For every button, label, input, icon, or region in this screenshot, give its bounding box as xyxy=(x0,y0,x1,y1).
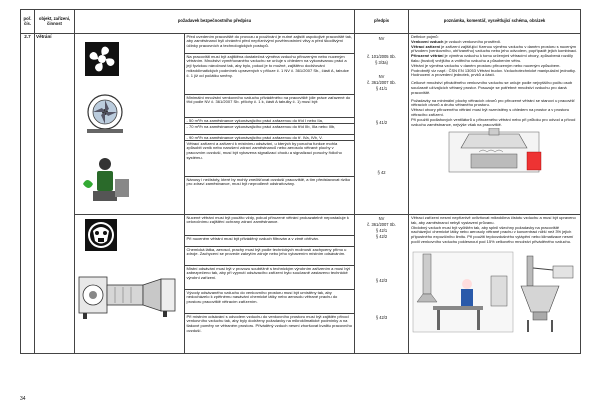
fan-icon xyxy=(85,42,119,76)
row-number: 2.7 xyxy=(21,34,35,354)
regulation-ref: č. 361/2007 Sb. xyxy=(367,222,396,227)
worker-illustration xyxy=(83,158,129,201)
air-handling-unit-illustration xyxy=(79,277,175,319)
regulation-ref: NV xyxy=(378,216,385,221)
requirement-text: Nánosy i nečistoty, které by mohly znečišťovat ovzduší pracoviště, a tím představovat riziko pro zdraví zaměstnance, musí být neprodleně odstraňovány. xyxy=(186,177,351,187)
requirement-text: Minimální množství venkovního vzduchu přiváděného na pracoviště (dle práce zařazené do tříd podle NV č. 361/2007 Sb. přílohy č. 1 k, části A tabulky č. 1) musí být: xyxy=(185,95,354,118)
table-header-row xyxy=(21,10,581,34)
image-cell-a xyxy=(75,34,185,215)
regulation-ref: § 42/2 xyxy=(375,234,388,239)
requirement-text: Nucené větrání musí být použito vždy, pokud přirozené větrání prokazatelně nepostačuje k celoročnímu zajištění ochrany zdraví zaměstnance. xyxy=(185,215,354,236)
regulation-ref: NV xyxy=(378,36,385,41)
regulation-ref: § 42/1 xyxy=(375,228,388,233)
regulation-ref: § 41/1 xyxy=(375,86,388,91)
regulation-ref: § 3/3a) xyxy=(375,60,388,65)
header-note: poznámka, komentář, vysvětlující schéma, obrázek xyxy=(409,10,581,34)
note-line-1: Venkovní vzduch je vzduch venkovního prostředí. xyxy=(411,38,502,44)
requirement-text: Při nuceném větrání musí být přiváděný vzduch filtrován a v zimě ohříván. xyxy=(185,236,354,247)
header-num: poř. čís. xyxy=(21,10,35,34)
respirator-icon xyxy=(85,219,117,251)
requirement-text: Vývody odsávaného vzduchu do venkovního prostoru musí být umístěny tak, aby nedocházelo k zpětnému nasávání chemické látky nebo aerosolu větrané prachu do prostoru pracoviště větracím zařízením. xyxy=(185,290,354,314)
regulations-a xyxy=(355,34,409,215)
requirement-text: Na pracovišti musí být zajištěna dostatečná výměna vzduchu přirozeným nebo nuceným větráním. Množství vyměňovaného vzduchu se určuje s ohledem na vykonávanou práci a její fyzickou náročnost tak, aby bylo, pokud je to možné, zajištěno dodržování mikroklimatických podmínek upravených v příloze č. 1 NV č. 361/2007 Sb., části A, tabulce č. 1 již od počátku směny. xyxy=(185,54,354,95)
notes-b xyxy=(409,215,581,354)
requirements-table xyxy=(20,9,581,354)
requirement-text: Větrací zařízení a zařízení k místnímu odsávání, u kterých by porucha funkce mohla způsobit vznik nebo narušení zdraví zaměstnanců nebo aerosolu větrané plochy v pracovním ovzduší, musí být vybavena signalizací chodu a signalizací poruchy řídicího systému. xyxy=(185,141,354,177)
note-line-2: Větrací zařízení je zařízení zajišťující řízenou výměnu vzduchu v daném prostoru s nuceným přívodem (venkovního, ohřívaného) vzduchu nebo jeho odvodem, popřípadě jejich kombinací. xyxy=(411,43,578,54)
note-line-6: Celkové množství přiváděného venkovního vzduchu se určuje podle nejvyššího počtu osob současně užívajících větraný prostor. Posuzuje se potřebné množství vzduchu pro daná pracoviště. xyxy=(411,80,573,95)
note-line-b1: Obdobný vzduch musí být vyčištěn tak, aby splnil všechny požadavky na pracoviště nacházející chemické látky nebo aerosoly větrané prachu v koncentraci nižší než 3% jejich přípustného expozičního limitu. Při použití teplovzdušného vytápění nebo klimatizace nesmí podíl venkovního vzduchu poklesnout pod 15% celkového množství přiváděného vzduchu. xyxy=(411,224,574,244)
note-line-5: Podrobněji viz např.: ČSN EN 13053 Větrání budov. Vzduchotechnické manipulační jednotky. Hodnocení a provedení jednotek, prvků a částí. xyxy=(411,67,576,78)
ventilation-fan-illustration xyxy=(87,95,123,133)
table-row xyxy=(21,34,581,215)
regulations-b xyxy=(355,215,409,354)
note-line-4: Větrání je výměna vzduchu v daném prostoru přirozeným nebo nuceným způsobem. xyxy=(411,62,561,68)
requirement-text: Chemická látka, aerosol, prachy musí být podle technických možností zachyceny přímo u zdroje. Zachycení se provede zakrytím zdroje nebo jeho vybavením místním odsáváním. xyxy=(185,247,354,266)
row-object: Větrání xyxy=(35,34,75,354)
regulation-ref: § 42/3 xyxy=(375,315,388,320)
page-number: 34 xyxy=(20,396,26,402)
regulation-ref: NV xyxy=(378,74,385,79)
notes-a xyxy=(409,34,581,215)
requirement-text: Při místním odsávání s odvodem vzduchu do venkovního prostoru musí být zajištěn přívod venkovního vzduchu tak, aby byly dodrženy požadavky na mikroklimatické podmínky a na tlakové poměry ve větraném prostoru. Přiváděný vzduch nesmí zhoršovat kvalitu pracovního ovzduší. xyxy=(186,314,353,333)
requirements-b xyxy=(185,215,355,354)
note-line-3: Přirozené větrání je výměna vzduchu k tomu určenými větracími otvory, způsobená rozdíly tlaku (hustot) vnějšího a vnitřního vzduchu a působením větru. xyxy=(411,53,574,63)
image-cell-b xyxy=(75,215,185,354)
header-regulation: předpis xyxy=(355,10,409,34)
header-requirement: požadavek bezpečnostního předpisu xyxy=(75,10,355,34)
requirement-text: - 50 m³/h na zaměstnance vykonávajícího práci zařazenou do tříd I nebo IIa, xyxy=(185,118,354,124)
local-exhaust-diagram xyxy=(409,246,581,336)
requirement-text: Před uvedením pracoviště do provozu a používání je nutné zajistit uspokojivé pracoviště tak, aby zaměstnanci byli chráněni před nepříznivými povětrnostními vlivy a před škodlivými účinky pracovních a technologických postupů. xyxy=(185,34,354,54)
note-line-b0: Větrací zařízení nesmí nepříznivě ovlivňovat mikroklima čistotu vzduchu a musí být upraveno tak, aby zaměstnanci nebyli vystaveni průvanu. xyxy=(411,215,576,225)
ventilation-hood-diagram xyxy=(409,128,581,176)
requirement-text: - 70 m³/h na zaměstnance vykonávajícího práci zařazenou do tříd IIb, IIIa nebo IIIb, xyxy=(185,124,354,135)
note-line-7: Požadavky na minimální plochy větracích otvorů pro přirozené větrání se stanoví u pracovišť větracích otvorů a druhu větraného prostoru. xyxy=(411,97,575,108)
note-block xyxy=(409,34,580,128)
header-object: objekt, zařízení, činnost xyxy=(35,10,75,34)
note-line-9: Při použití podlahových ventilátorů u přirozeného větrání nebo při průtoku pro odvod a přívod vzduchu zaměstnance, nejvýše však na pracoviště. xyxy=(411,116,576,127)
regulation-ref: č. 101/2005 Sb. xyxy=(367,54,396,59)
note-block xyxy=(409,215,580,246)
regulation-ref: č. 361/2007 Sb. xyxy=(367,80,396,85)
table-row xyxy=(21,215,581,354)
regulation-ref: § 42 xyxy=(377,170,386,175)
requirements-a xyxy=(185,34,355,215)
regulation-ref: § 42/3 xyxy=(375,278,388,283)
regulation-ref: § 41/2 xyxy=(375,120,388,125)
requirement-text: - 90 m³/h na zaměstnance vykonávajícího práci zařazenou do tř. IVa, IVb, V. xyxy=(185,135,354,141)
note-line-0: Definice pojmů: xyxy=(411,34,439,39)
note-line-8: Větrací otvory přirozeného větrání musí být rozmístěny s ohledem na prostor a v prostoru větracího zařízení. xyxy=(411,107,570,117)
requirement-text: Místní odsávání musí být v provozu souběžně s technickým výrobním zařízením a musí být zabezpečeno tak, aby při vypnutí odsávacího zařízení bylo současně zastaveno technické výrobní zařízení. xyxy=(185,266,354,290)
